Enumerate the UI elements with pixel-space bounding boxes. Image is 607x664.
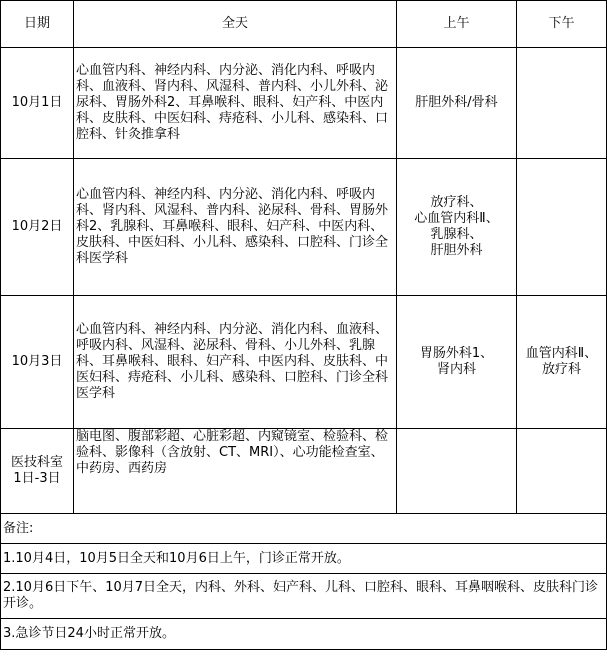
row-afternoon-departments [517, 48, 607, 159]
row-date: 10月2日 [1, 159, 74, 296]
table-row [1, 429, 607, 514]
row-allday-departments: 心血管内科、神经内科、内分泌、消化内科、呼吸内科、血液科、肾内科、风湿科、普内科、小儿外科、泌尿科、胃肠外科2、耳鼻喉科、眼科、妇产科、中医内科、皮肤科、中医妇科、痔疮科、小儿科、感染科、口腔科、针灸推拿科 [74, 48, 397, 159]
row-morning-departments: 胃肠外科1、 肾内科 [397, 296, 517, 429]
row-allday-departments: 心血管内科、神经内科、内分泌、消化内科、呼吸内科、肾内科、风湿科、普内科、泌尿科、骨科、胃肠外科2、乳腺科、耳鼻喉科、眼科、妇产科、中医内科、皮肤科、中医妇科、小儿科、感染科、口腔科、门诊全科医学科 [74, 159, 397, 296]
row-morning-departments: 肝胆外科/骨科 [397, 48, 517, 159]
table-row [1, 159, 607, 296]
header-row [1, 1, 607, 48]
row-date: 10月3日 [1, 296, 74, 429]
notes-label: 备注: [1, 514, 607, 544]
table-row [1, 296, 607, 429]
row-morning-departments: 放疗科、 心血管内科Ⅱ、 乳腺科、 肝胆外科 [397, 159, 517, 296]
note-item-2: 2.10月6日下午、10月7日全天，内科、外科、妇产科、儿科、口腔科、眼科、耳鼻咽喉科、皮肤科门诊开诊。 [1, 574, 607, 619]
table-row [1, 48, 607, 159]
note-row [1, 619, 607, 650]
row-afternoon-departments [517, 429, 607, 514]
row-date: 医技科室 1日-3日 [1, 429, 74, 514]
note-row [1, 544, 607, 574]
header-date: 日期 [1, 1, 74, 48]
header-afternoon: 下午 [517, 1, 607, 48]
notes-label-row [1, 514, 607, 544]
note-item-3: 3.急诊节日24小时正常开放。 [1, 619, 607, 650]
note-row [1, 574, 607, 619]
row-afternoon-departments: 血管内科Ⅱ、 放疗科 [517, 296, 607, 429]
row-allday-departments: 心血管内科、神经内科、内分泌、消化内科、血液科、呼吸内科、风湿科、泌尿科、骨科、小儿外科、乳腺科、耳鼻喉科、眼科、妇产科、中医内科、皮肤科、中医妇科、痔疮科、小儿科、感染科、口腔科、门诊全科医学科 [74, 296, 397, 429]
header-allday: 全天 [74, 1, 397, 48]
row-morning-departments [397, 429, 517, 514]
row-afternoon-departments [517, 159, 607, 296]
header-morning: 上午 [397, 1, 517, 48]
note-item-1: 1.10月4日，10月5日全天和10月6日上午，门诊正常开放。 [1, 544, 607, 574]
row-date: 10月1日 [1, 48, 74, 159]
row-allday-departments: 脑电图、腹部彩超、心脏彩超、内窥镜室、检验科、检验科、影像科（含放射、CT、MRI）、心功能检查室、中药房、西药房 [74, 429, 397, 514]
